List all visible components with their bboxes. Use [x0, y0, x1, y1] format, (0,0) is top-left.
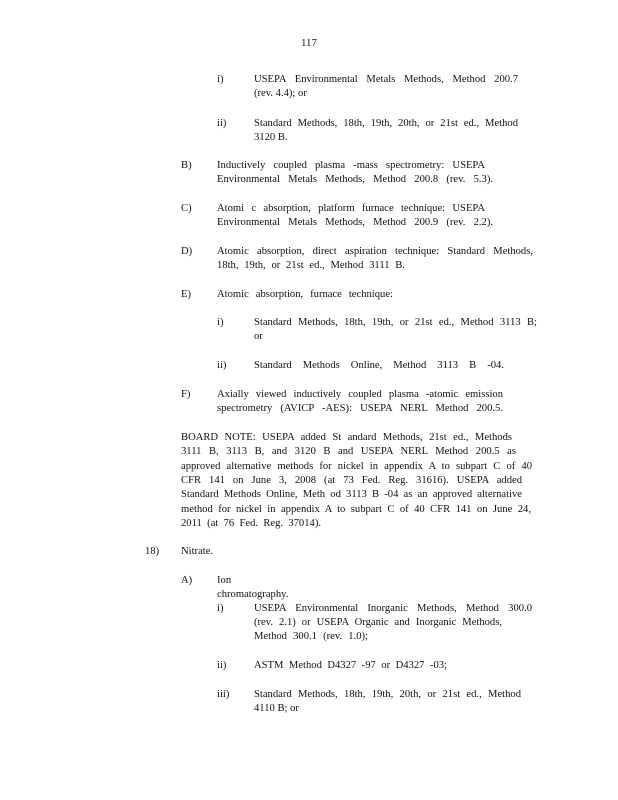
item-text: or: [254, 331, 263, 342]
item-text: (rev. 2.1) or USEPA Organic and Inorganic Methods,: [254, 617, 502, 628]
item-label: iii): [217, 689, 230, 700]
item-label: F): [181, 389, 191, 400]
item-text: ASTM Method D4327 -97 or D4327 -03;: [254, 660, 447, 671]
item-text: Ion chromatography.: [217, 575, 289, 600]
item-text: Environmental Metals Methods, Method 200.8 (rev. 5.3).: [217, 174, 493, 185]
note-line: 2011 (at 76 Fed. Reg. 37014).: [181, 518, 321, 529]
item-label: E): [181, 289, 191, 300]
item-text: Standard Methods, 18th, 19th, 20th, or 21st ed., Method: [254, 689, 521, 700]
item-label: i): [217, 603, 224, 614]
note-line: BOARD NOTE: USEPA added St andard Methods, 21st ed., Methods: [181, 432, 512, 443]
item-text: (rev. 4.4); or: [254, 88, 307, 99]
item-label: 18): [145, 546, 160, 557]
note-line: Standard Methods Online, Meth od 3113 B -04 as an approved alternative: [181, 489, 522, 500]
item-text: Standard Methods Online, Method 3113 B -04.: [254, 360, 504, 371]
item-text: 4110 B; or: [254, 703, 299, 714]
item-text: 3120 B.: [254, 132, 288, 143]
item-text: Nitrate.: [181, 546, 214, 557]
item-text: Standard Methods, 18th, 19th, or 21st ed., Method 3113 B;: [254, 317, 537, 328]
item-text: Atomi c absorption, platform furnace technique: USEPA: [217, 203, 485, 214]
item-text: Atomic absorption, direct aspiration technique: Standard Methods,: [217, 246, 533, 257]
note-line: approved alternative methods for nickel in appendix A to subpart C of 40: [181, 461, 532, 472]
item-text: USEPA Environmental Metals Methods, Method 200.7: [254, 74, 518, 85]
page-number: 117: [300, 37, 318, 49]
item-text: spectrometry (AVICP -AES): USEPA NERL Method 200.5.: [217, 403, 503, 414]
note-line: method for nickel in appendix A to subpart C of 40 CFR 141 on June 24,: [181, 504, 531, 515]
item-label: ii): [217, 660, 227, 671]
item-label: A): [181, 575, 193, 586]
item-label: B): [181, 160, 192, 171]
item-label: D): [181, 246, 193, 257]
item-text: Atomic absorption, furnace technique:: [217, 289, 393, 300]
note-line: CFR 141 on June 3, 2008 (at 73 Fed. Reg. 31616). USEPA added: [181, 475, 522, 486]
item-label: i): [217, 74, 224, 85]
item-text: Axially viewed inductively coupled plasma -atomic emission: [217, 389, 503, 400]
item-text: 18th, 19th, or 21st ed., Method 3111 B.: [217, 260, 405, 271]
item-text: Standard Methods, 18th, 19th, 20th, or 21st ed., Method: [254, 118, 518, 129]
item-text: Environmental Metals Methods, Method 200.9 (rev. 2.2).: [217, 217, 493, 228]
item-label: i): [217, 317, 224, 328]
item-text: USEPA Environmental Inorganic Methods, Method 300.0: [254, 603, 532, 614]
item-label: ii): [217, 118, 227, 129]
item-label: C): [181, 203, 192, 214]
note-line: 3111 B, 3113 B, and 3120 B and USEPA NERL Method 200.5 as: [181, 446, 516, 457]
item-text: Method 300.1 (rev. 1.0);: [254, 631, 368, 642]
item-text: Inductively coupled plasma -mass spectrometry: USEPA: [217, 160, 485, 171]
item-label: ii): [217, 360, 227, 371]
